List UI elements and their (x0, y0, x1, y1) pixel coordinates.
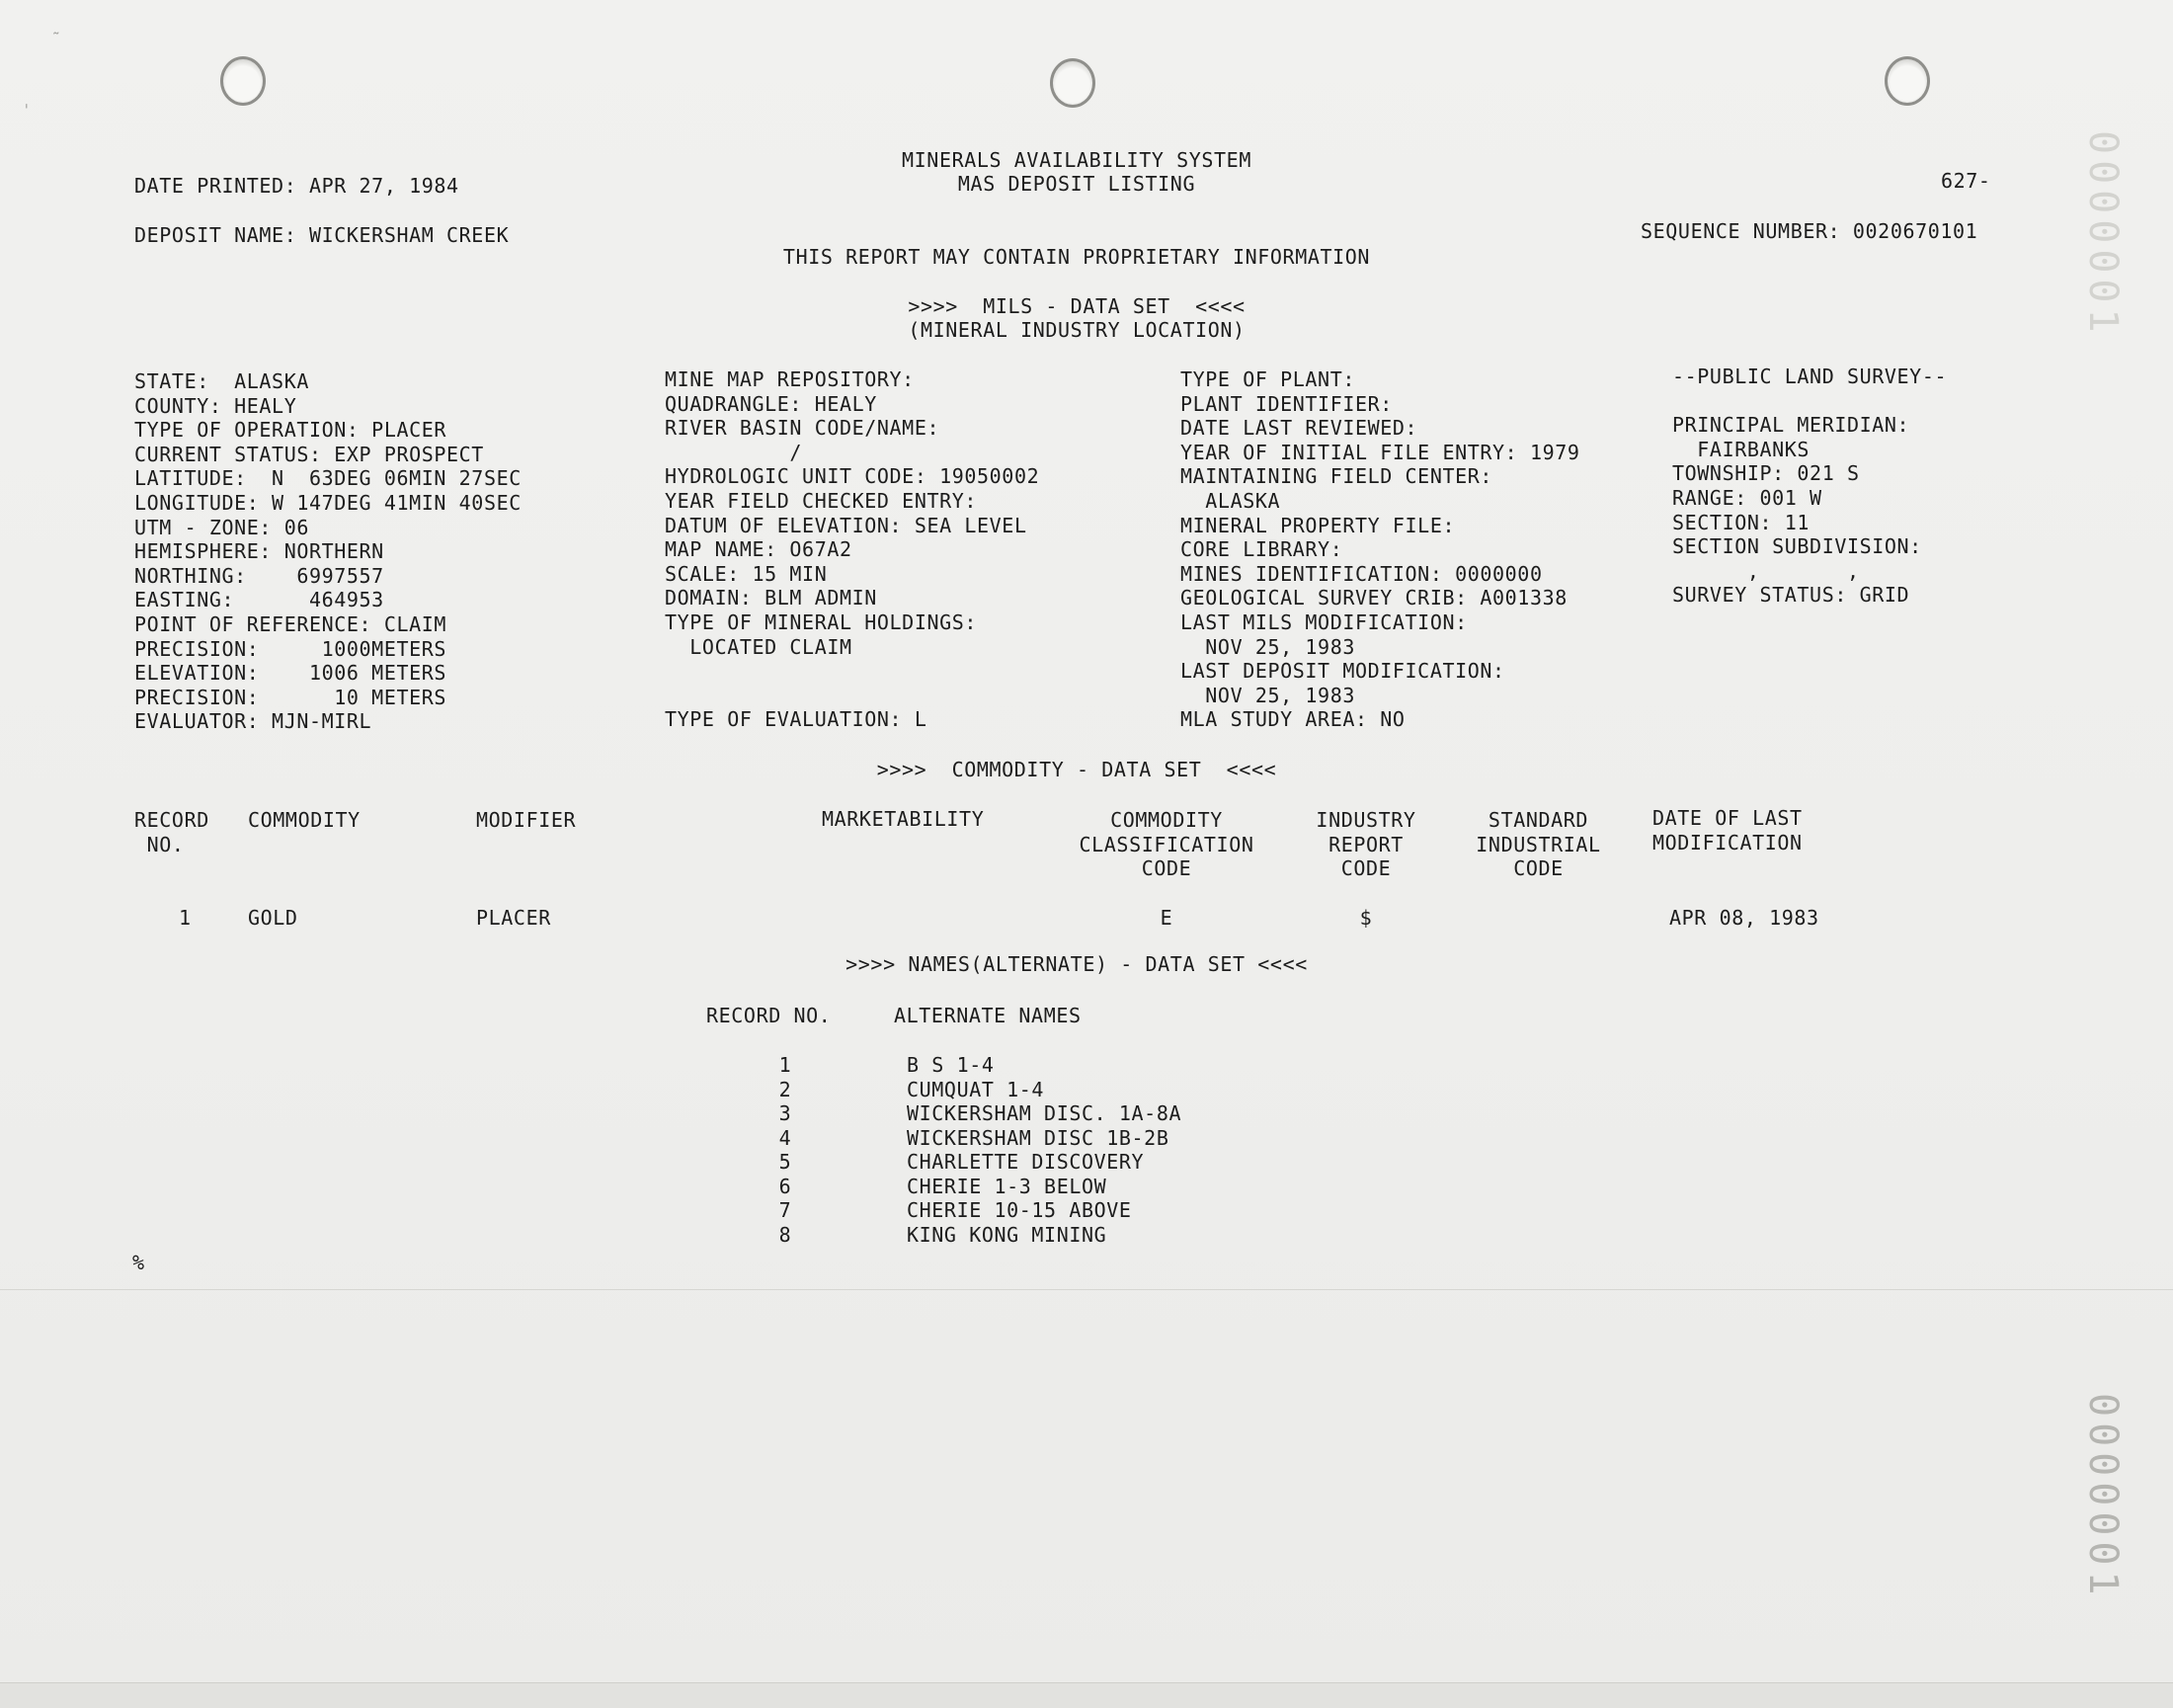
mils-field-line: UTM - ZONE: 06 (134, 515, 309, 539)
mils-field-line: COUNTY: HEALY (134, 393, 297, 418)
alternate-name-record-no: 8 (778, 1222, 792, 1247)
mils-field-line: GEOLOGICAL SURVEY CRIB: A001338 (1180, 586, 1568, 610)
deposit-name: DEPOSIT NAME: WICKERSHAM CREEK (134, 223, 510, 247)
alternate-name: WICKERSHAM DISC. 1A-8A (907, 1101, 1182, 1125)
mils-field-line: PRECISION: 1000METERS (134, 636, 447, 661)
listing-title: MAS DEPOSIT LISTING (957, 172, 1196, 196)
binder-hole-center (1050, 58, 1095, 108)
mils-field-line: NOV 25, 1983 (1180, 634, 1355, 659)
mils-field-line: DOMAIN: BLM ADMIN (665, 586, 877, 610)
mils-field-line: EVALUATOR: MJN-MIRL (134, 709, 372, 734)
mils-field-line: LAST DEPOSIT MODIFICATION: (1180, 659, 1505, 684)
mils-field-line: SECTION SUBDIVISION: (1672, 534, 1922, 559)
alternate-name-record-no: 5 (778, 1150, 792, 1174)
mils-field-line: MLA STUDY AREA: NO (1180, 707, 1406, 732)
mils-field-line: DATUM OF ELEVATION: SEA LEVEL (665, 513, 1027, 537)
system-title: MINERALS AVAILABILITY SYSTEM (902, 148, 1251, 172)
mils-field-line: MINES IDENTIFICATION: 0000000 (1180, 561, 1543, 586)
commodity-heading: >>>> COMMODITY - DATA SET <<<< (876, 758, 1277, 781)
page-number: 627- (1941, 169, 1991, 193)
mils-field-line: YEAR FIELD CHECKED ENTRY: (665, 489, 978, 513)
binder-hole-right (1885, 56, 1930, 106)
mils-field-line: EASTING: 464953 (134, 588, 384, 612)
alternate-name-record-no: 1 (778, 1053, 792, 1077)
paper-speck: ˜ (51, 30, 61, 48)
sheet-bottom-edge (0, 1682, 2173, 1708)
col-header-record-no: RECORD NO. (134, 808, 209, 856)
alternate-name: CHARLETTE DISCOVERY (907, 1150, 1145, 1174)
commodity-record-no: 1 (179, 906, 192, 930)
alternate-name: CUMQUAT 1-4 (907, 1077, 1045, 1101)
alternate-name-record-no: 3 (778, 1101, 792, 1125)
col-header-standard-industrial-code: STANDARD INDUSTRIAL CODE (1476, 808, 1601, 881)
mils-field-line: PRECISION: 10 METERS (134, 685, 447, 709)
alternate-name-record-no: 6 (778, 1174, 792, 1198)
mils-field-line: --PUBLIC LAND SURVEY-- (1672, 365, 1948, 388)
mils-field-line: ELEVATION: 1006 METERS (134, 661, 447, 686)
mils-field-line: YEAR OF INITIAL FILE ENTRY: 1979 (1180, 440, 1580, 464)
mils-field-line: PRINCIPAL MERIDIAN: (1672, 413, 1910, 438)
mils-field-line: / (665, 440, 803, 464)
mils-field-line: POINT OF REFERENCE: CLAIM (134, 612, 447, 636)
margin-stamp-lower: 0000001 (2080, 1393, 2126, 1601)
mils-field-line: DATE LAST REVIEWED: (1180, 416, 1418, 441)
alternate-name: WICKERSHAM DISC 1B-2B (907, 1125, 1169, 1150)
sequence-number: SEQUENCE NUMBER: 0020670101 (1641, 219, 1978, 243)
mils-field-line: MAINTAINING FIELD CENTER: (1180, 464, 1493, 489)
mils-field-line: SCALE: 15 MIN (665, 561, 828, 586)
col-header-commodity: COMMODITY (248, 808, 361, 832)
mils-field-line: , , (1672, 558, 1860, 583)
alternate-name: B S 1-4 (907, 1053, 995, 1077)
mils-field-line: RIVER BASIN CODE/NAME: (665, 416, 940, 441)
alternate-name: CHERIE 1-3 BELOW (907, 1174, 1107, 1198)
mils-heading: >>>> MILS - DATA SET <<<< (908, 294, 1246, 318)
mils-field-line: CURRENT STATUS: EXP PROSPECT (134, 442, 484, 466)
mils-field-line: MINE MAP REPOSITORY: (665, 367, 915, 391)
mils-field-line: CORE LIBRARY: (1180, 537, 1343, 562)
alternate-name: KING KONG MINING (907, 1222, 1107, 1247)
mils-field-line: MAP NAME: O67A2 (665, 537, 852, 562)
mils-field-line: RANGE: 001 W (1672, 486, 1822, 510)
alternate-name-record-no: 4 (778, 1125, 792, 1150)
alternate-name-record-no: 2 (778, 1077, 792, 1101)
names-col-record-no: RECORD NO. (706, 1004, 832, 1027)
names-col-alternate-names: ALTERNATE NAMES (894, 1004, 1082, 1027)
col-header-classification-code: COMMODITY CLASSIFICATION CODE (1079, 808, 1254, 881)
mils-field-line: HEMISPHERE: NORTHERN (134, 539, 384, 564)
commodity-name: GOLD (248, 906, 298, 930)
margin-stamp-upper: 0000001 (2080, 130, 2126, 339)
mils-field-line: TYPE OF EVALUATION: L (665, 707, 927, 732)
names-heading: >>>> NAMES(ALTERNATE) - DATA SET <<<< (845, 952, 1308, 976)
mils-field-line: QUADRANGLE: HEALY (665, 391, 877, 416)
mils-field-line: NOV 25, 1983 (1180, 683, 1355, 707)
date-printed: DATE PRINTED: APR 27, 1984 (134, 174, 459, 198)
commodity-row (0, 906, 2173, 932)
mils-field-line: TYPE OF PLANT: (1180, 367, 1355, 391)
mils-field-line: LAST MILS MODIFICATION: (1180, 610, 1468, 634)
mils-field-line: FAIRBANKS (1672, 437, 1811, 461)
mils-field-line: TYPE OF OPERATION: PLACER (134, 418, 447, 443)
mils-field-line: SURVEY STATUS: GRID (1672, 583, 1910, 608)
paper-speck: ˌ (22, 91, 32, 110)
mils-field-line: MINERAL PROPERTY FILE: (1180, 513, 1456, 537)
mils-field-line: NORTHING: 6997557 (134, 563, 384, 588)
binder-hole-left (220, 56, 266, 106)
mils-field-line: SECTION: 11 (1672, 510, 1811, 534)
mils-field-line: PLANT IDENTIFIER: (1180, 391, 1393, 416)
mils-field-line: TOWNSHIP: 021 S (1672, 461, 1860, 486)
mils-field-line: HYDROLOGIC UNIT CODE: 19050002 (665, 464, 1040, 489)
col-header-industry-report-code: INDUSTRY REPORT CODE (1316, 808, 1416, 881)
mils-field-line: LOCATED CLAIM (665, 634, 852, 659)
mils-field-line: LATITUDE: N 63DEG 06MIN 27SEC (134, 466, 522, 491)
col-header-marketability: MARKETABILITY (822, 807, 985, 831)
col-header-modifier: MODIFIER (476, 808, 577, 832)
mils-field-line: LONGITUDE: W 147DEG 41MIN 40SEC (134, 491, 522, 515)
commodity-industry-report-code: $ (1359, 906, 1373, 930)
fold-line (0, 1289, 2173, 1290)
commodity-classification-code: E (1160, 906, 1173, 930)
proprietary-notice: THIS REPORT MAY CONTAIN PROPRIETARY INFORMATION (782, 245, 1371, 269)
mils-field-line: TYPE OF MINERAL HOLDINGS: (665, 610, 978, 634)
alternate-name-record-no: 7 (778, 1198, 792, 1222)
mils-field-line: STATE: ALASKA (134, 369, 309, 393)
mils-field-line: ALASKA (1180, 489, 1281, 513)
commodity-modifier: PLACER (476, 906, 551, 930)
commodity-last-modification: APR 08, 1983 (1669, 906, 1819, 930)
col-header-date-last-modification: DATE OF LAST MODIFICATION (1652, 806, 1803, 854)
mils-subheading: (MINERAL INDUSTRY LOCATION) (908, 318, 1246, 342)
alternate-name: CHERIE 10-15 ABOVE (907, 1198, 1132, 1222)
footer-mark: % (132, 1251, 145, 1274)
